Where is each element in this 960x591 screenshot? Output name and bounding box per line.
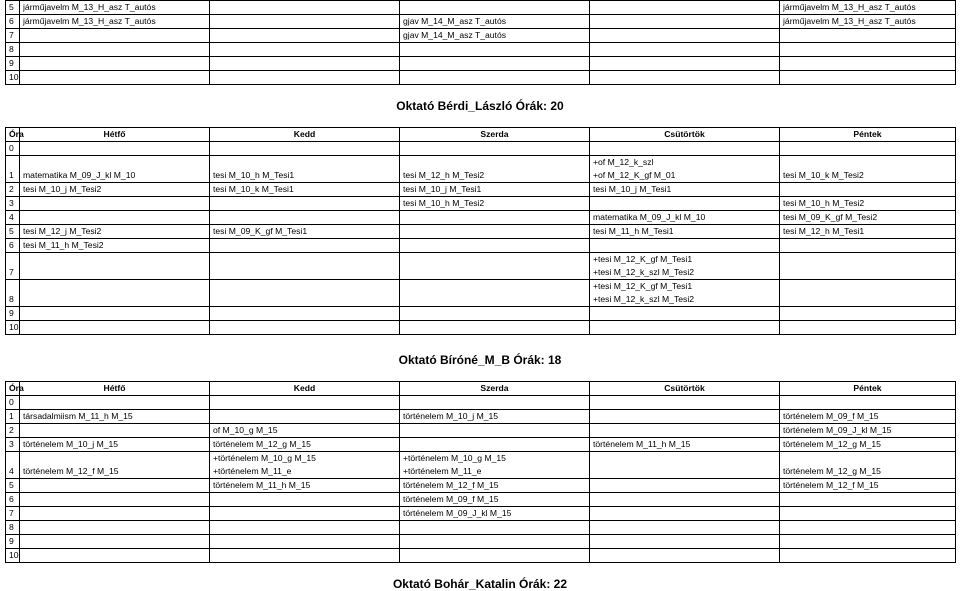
schedule-table-top (5, 0, 956, 85)
lesson-cell (20, 507, 210, 521)
lesson-cell: történelem M_09_J_kl M_15 (780, 424, 956, 438)
hour-cell: 6 (6, 239, 20, 253)
lesson-cell (20, 307, 210, 321)
table-row (6, 493, 956, 507)
lesson-cell: tesi M_09_K_gf M_Tesi1 (210, 225, 400, 239)
lesson-cell (210, 71, 400, 85)
lesson-cell (780, 253, 956, 280)
lesson-cell (590, 15, 780, 29)
lesson-cell (210, 43, 400, 57)
hour-cell: 8 (6, 43, 20, 57)
lesson-cell: járműjavelm M_13_H_asz T_autós (780, 1, 956, 15)
table-row (6, 57, 956, 71)
lesson-cell (400, 321, 590, 335)
hour-cell: 2 (6, 183, 20, 197)
header-cell: Csütörtök (590, 128, 780, 142)
lesson-cell: gjav M_14_M_asz T_autós (400, 29, 590, 43)
hour-cell: 1 (6, 156, 20, 183)
lesson-cell (210, 307, 400, 321)
hour-cell: 3 (6, 197, 20, 211)
hour-cell: 6 (6, 15, 20, 29)
table-row (6, 71, 956, 85)
header-cell: Szerda (400, 382, 590, 396)
lesson-cell (780, 183, 956, 197)
lesson-cell: történelem M_10_j M_15 (400, 410, 590, 424)
lesson-cell (20, 321, 210, 335)
lesson-cell (590, 197, 780, 211)
lesson-cell: +történelem M_10_g M_15 +történelem M_11_e (210, 452, 400, 479)
lesson-cell (210, 1, 400, 15)
lesson-cell: tesi M_10_k M_Tesi1 (210, 183, 400, 197)
table-row (6, 280, 956, 307)
lesson-cell (780, 29, 956, 43)
lesson-cell (20, 211, 210, 225)
hour-cell: 3 (6, 438, 20, 452)
lesson-cell (210, 535, 400, 549)
lesson-cell (210, 142, 400, 156)
lesson-cell (400, 424, 590, 438)
hour-cell: 8 (6, 280, 20, 307)
lesson-cell: tesi M_12_h M_Tesi1 (780, 225, 956, 239)
lesson-cell (590, 57, 780, 71)
lesson-cell (590, 307, 780, 321)
section-title: Oktató Bérdi_László Órák: 20 (396, 99, 564, 113)
lesson-cell: történelem M_12_g M_15 (210, 438, 400, 452)
lesson-cell (590, 71, 780, 85)
lesson-cell: járműjavelm M_13_H_asz T_autós (780, 15, 956, 29)
lesson-cell: járműjavelm M_13_H_asz T_autós (20, 15, 210, 29)
lesson-cell (590, 321, 780, 335)
hour-cell: 7 (6, 253, 20, 280)
table-row (6, 156, 956, 183)
lesson-cell (780, 493, 956, 507)
lesson-cell (590, 410, 780, 424)
lesson-cell (210, 211, 400, 225)
header-cell: Hétfő (20, 128, 210, 142)
lesson-cell: tesi M_11_h M_Tesi1 (590, 225, 780, 239)
lesson-cell (780, 535, 956, 549)
header-cell: Kedd (210, 128, 400, 142)
lesson-cell (20, 521, 210, 535)
table-row (6, 535, 956, 549)
lesson-cell (780, 321, 956, 335)
lesson-cell: történelem M_09_f M_15 (780, 410, 956, 424)
lesson-cell: történelem M_10_j M_15 (20, 438, 210, 452)
lesson-cell: történelem M_12_g M_15 (780, 438, 956, 452)
lesson-cell (20, 280, 210, 307)
lesson-cell (210, 321, 400, 335)
lesson-cell (20, 197, 210, 211)
lesson-cell: tesi M_10_j M_Tesi2 (20, 183, 210, 197)
lesson-cell (20, 424, 210, 438)
lesson-cell (400, 57, 590, 71)
lesson-cell: +tesi M_12_K_gf M_Tesi1 +tesi M_12_k_szl M_Tesi2 (590, 253, 780, 280)
lesson-cell (210, 57, 400, 71)
hour-cell: 0 (6, 396, 20, 410)
header-cell: Szerda (400, 128, 590, 142)
table-row (6, 410, 956, 424)
lesson-cell (590, 452, 780, 479)
lesson-cell (210, 29, 400, 43)
lesson-cell (400, 1, 590, 15)
lesson-cell (400, 396, 590, 410)
lesson-cell (400, 211, 590, 225)
lesson-cell (590, 493, 780, 507)
table-row (6, 253, 956, 280)
table-row (6, 239, 956, 253)
lesson-cell (20, 535, 210, 549)
section-title: Oktató Bíróné_M_B Órák: 18 (398, 353, 562, 367)
lesson-cell (210, 493, 400, 507)
table-row (6, 452, 956, 479)
lesson-cell: történelem M_09_f M_15 (400, 493, 590, 507)
lesson-cell (780, 521, 956, 535)
lesson-cell (210, 15, 400, 29)
header-cell: Kedd (210, 382, 400, 396)
table-row (6, 225, 956, 239)
lesson-cell (590, 479, 780, 493)
hour-cell: 5 (6, 479, 20, 493)
lesson-cell: társadalmiism M_11_h M_15 (20, 410, 210, 424)
lesson-cell (210, 549, 400, 563)
lesson-cell (590, 507, 780, 521)
lesson-cell: történelem M_12_f M_15 (20, 452, 210, 479)
header-cell: Hétfő (20, 382, 210, 396)
lesson-cell (210, 253, 400, 280)
lesson-cell (400, 549, 590, 563)
hour-cell: 0 (6, 142, 20, 156)
lesson-cell (20, 253, 210, 280)
hour-cell: 7 (6, 507, 20, 521)
lesson-cell (20, 29, 210, 43)
lesson-cell: +tesi M_12_K_gf M_Tesi1 +tesi M_12_k_szl M_Tesi2 (590, 280, 780, 307)
header-cell: Óra (6, 382, 20, 396)
lesson-cell (20, 142, 210, 156)
lesson-cell: tesi M_10_h M_Tesi2 (400, 197, 590, 211)
lesson-cell (780, 57, 956, 71)
lesson-cell (400, 253, 590, 280)
header-cell: Csütörtök (590, 382, 780, 396)
table-row (6, 197, 956, 211)
lesson-cell: történelem M_09_J_kl M_15 (400, 507, 590, 521)
lesson-cell (590, 43, 780, 57)
section-title: Oktató Bohár_Katalin Órák: 22 (392, 577, 568, 591)
lesson-cell (20, 549, 210, 563)
lesson-cell (210, 280, 400, 307)
lesson-cell (20, 493, 210, 507)
hour-cell: 10 (6, 321, 20, 335)
lesson-cell (780, 307, 956, 321)
lesson-cell (400, 43, 590, 57)
hour-cell: 9 (6, 57, 20, 71)
table-row (6, 438, 956, 452)
hour-cell: 2 (6, 424, 20, 438)
lesson-cell: matematika M_09_J_kl M_10 (590, 211, 780, 225)
lesson-cell: tesi M_10_j M_Tesi1 (400, 183, 590, 197)
lesson-cell (590, 396, 780, 410)
table-row (6, 15, 956, 29)
hour-cell: 10 (6, 71, 20, 85)
lesson-cell: gjav M_14_M_asz T_autós (400, 15, 590, 29)
hour-cell: 10 (6, 549, 20, 563)
lesson-cell: matematika M_09_J_kl M_10 (20, 156, 210, 183)
lesson-cell: tesi M_11_h M_Tesi2 (20, 239, 210, 253)
lesson-cell (400, 142, 590, 156)
lesson-cell (590, 1, 780, 15)
lesson-cell (590, 29, 780, 43)
hour-cell: 5 (6, 225, 20, 239)
table-row (6, 307, 956, 321)
table-row (6, 424, 956, 438)
lesson-cell (400, 521, 590, 535)
lesson-cell: tesi M_10_j M_Tesi1 (590, 183, 780, 197)
lesson-cell (780, 43, 956, 57)
lesson-cell (590, 142, 780, 156)
lesson-cell: +történelem M_10_g M_15 +történelem M_11_e (400, 452, 590, 479)
lesson-cell (210, 396, 400, 410)
lesson-cell (20, 479, 210, 493)
hour-cell: 5 (6, 1, 20, 15)
table-row (6, 29, 956, 43)
hour-cell: 1 (6, 410, 20, 424)
lesson-cell (780, 549, 956, 563)
table-row (6, 1, 956, 15)
header-cell: Péntek (780, 128, 956, 142)
lesson-cell (400, 280, 590, 307)
lesson-cell (210, 197, 400, 211)
lesson-cell (780, 239, 956, 253)
lesson-cell (780, 142, 956, 156)
lesson-cell: történelem M_12_g M_15 (780, 452, 956, 479)
lesson-cell (590, 239, 780, 253)
lesson-cell: tesi M_12_j M_Tesi2 (20, 225, 210, 239)
header-row (6, 382, 956, 396)
lesson-cell (590, 535, 780, 549)
lesson-cell (20, 396, 210, 410)
lesson-cell (590, 521, 780, 535)
lesson-cell (400, 438, 590, 452)
table-row (6, 43, 956, 57)
lesson-cell: történelem M_11_h M_15 (590, 438, 780, 452)
lesson-cell (780, 280, 956, 307)
lesson-cell (210, 521, 400, 535)
table-row (6, 321, 956, 335)
lesson-cell (780, 507, 956, 521)
lesson-cell: of M_10_g M_15 (210, 424, 400, 438)
lesson-cell: járműjavelm M_13_H_asz T_autós (20, 1, 210, 15)
lesson-cell: történelem M_12_f M_15 (780, 479, 956, 493)
lesson-cell: +of M_12_k_szl +of M_12_K_gf M_01 (590, 156, 780, 183)
table-row (6, 396, 956, 410)
hour-cell: 4 (6, 211, 20, 225)
hour-cell: 9 (6, 535, 20, 549)
hour-cell: 7 (6, 29, 20, 43)
lesson-cell: tesi M_09_K_gf M_Tesi2 (780, 211, 956, 225)
hour-cell: 6 (6, 493, 20, 507)
schedule-table-birone (5, 381, 956, 563)
header-cell: Óra (6, 128, 20, 142)
table-row (6, 507, 956, 521)
hour-cell: 4 (6, 452, 20, 479)
lesson-cell: történelem M_12_f M_15 (400, 479, 590, 493)
lesson-cell (590, 549, 780, 563)
lesson-cell: tesi M_10_h M_Tesi2 (780, 197, 956, 211)
lesson-cell (210, 239, 400, 253)
table-row (6, 183, 956, 197)
hour-cell: 8 (6, 521, 20, 535)
lesson-cell (400, 225, 590, 239)
lesson-cell (400, 307, 590, 321)
lesson-cell: tesi M_12_h M_Tesi2 (400, 156, 590, 183)
table-row (6, 479, 956, 493)
header-row (6, 128, 956, 142)
lesson-cell (210, 410, 400, 424)
lesson-cell: történelem M_11_h M_15 (210, 479, 400, 493)
lesson-cell (20, 57, 210, 71)
lesson-cell: tesi M_10_k M_Tesi2 (780, 156, 956, 183)
lesson-cell (400, 535, 590, 549)
table-row (6, 211, 956, 225)
lesson-cell (780, 396, 956, 410)
schedule-table-berdi (5, 127, 956, 335)
lesson-cell (210, 507, 400, 521)
lesson-cell: tesi M_10_h M_Tesi1 (210, 156, 400, 183)
hour-cell: 9 (6, 307, 20, 321)
table-row (6, 521, 956, 535)
lesson-cell (780, 71, 956, 85)
lesson-cell (400, 71, 590, 85)
lesson-cell (20, 43, 210, 57)
table-row (6, 549, 956, 563)
table-row (6, 142, 956, 156)
lesson-cell (20, 71, 210, 85)
header-cell: Péntek (780, 382, 956, 396)
lesson-cell (400, 239, 590, 253)
lesson-cell (590, 424, 780, 438)
